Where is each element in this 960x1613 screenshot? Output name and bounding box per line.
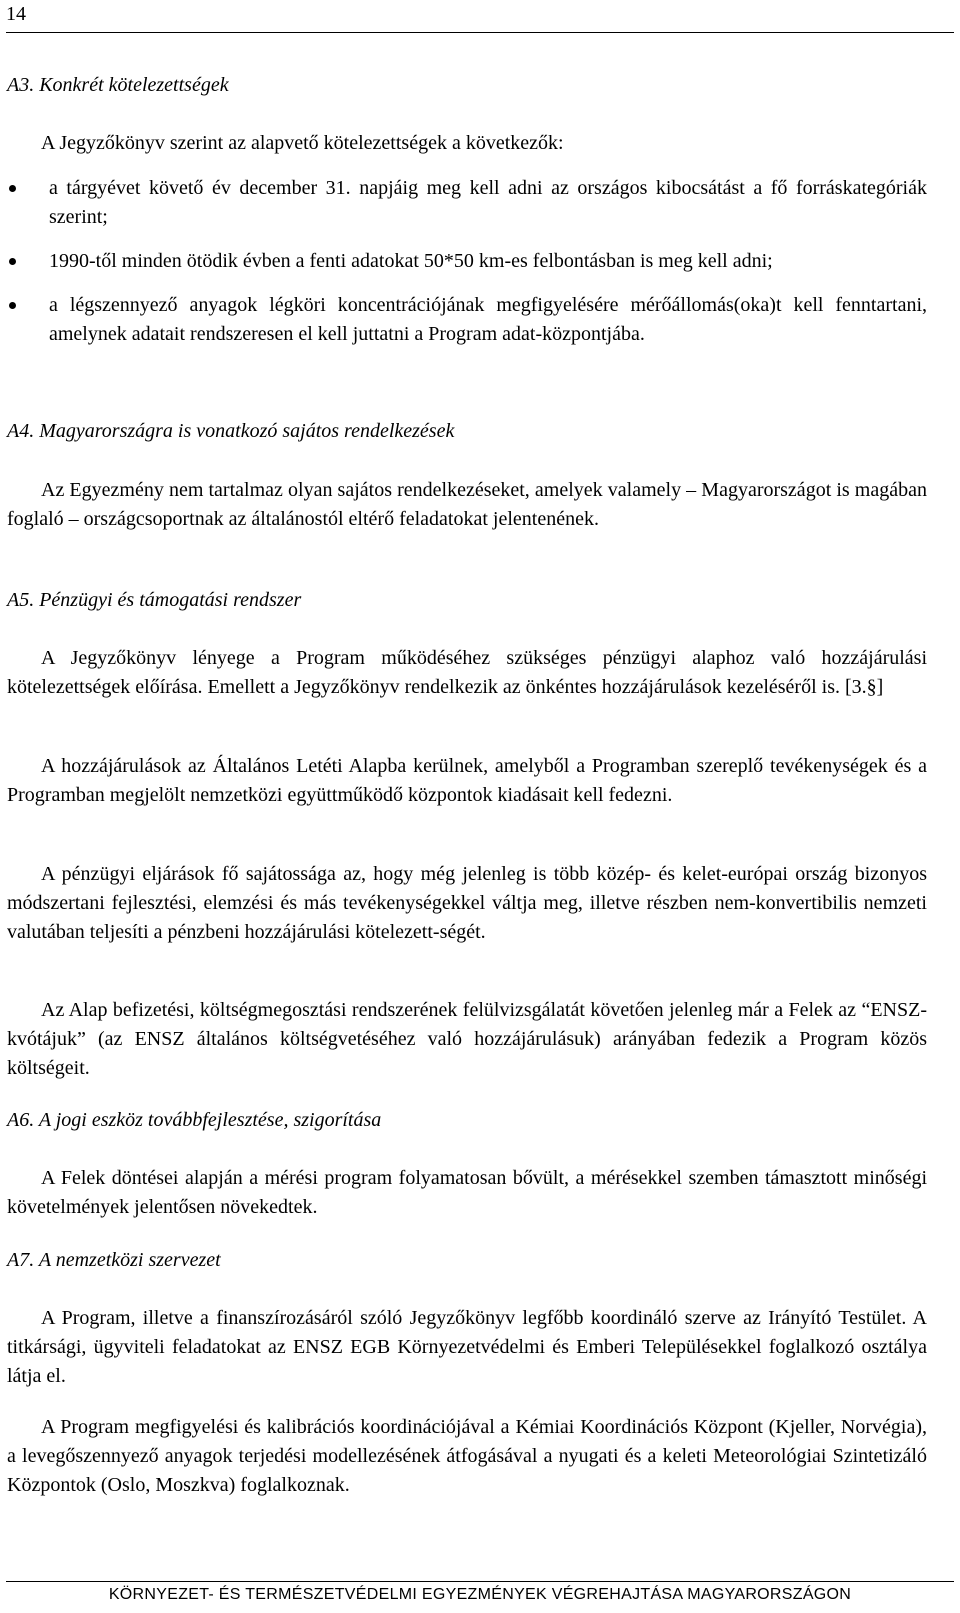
section-heading-a5: A5. Pénzügyi és támogatási rendszer (7, 589, 302, 611)
a5-paragraph-3: A pénzügyi eljárások fő sajátossága az, hogy még jelenleg is több közép- és kelet-európai ország bizonyos módszertani fejlesztési, elemzési és más tevékenységekkel váltja meg, illetve részben nem-konvertibilis nemzeti valutában teljesíti a pénzbeni hozzájárulási kötelezett-ségét. (7, 863, 927, 943)
bullet-icon (9, 258, 16, 265)
list-item (7, 174, 927, 232)
header-rule (6, 32, 954, 33)
section-heading-a3: A3. Konkrét kötelezettségek (7, 74, 229, 96)
list-item (7, 247, 927, 276)
a5-paragraph-4: Az Alap befizetési, költségmegosztási rendszerének felülvizsgálatát követően jelenleg már a Felek az “ENSZ-kvótájuk” (az ENSZ általános költségvetéséhez való hozzájárulásuk) arányában fedezik a Program közös költségeit. (7, 999, 927, 1079)
a4-paragraph: Az Egyezmény nem tartalmaz olyan sajátos rendelkezéseket, amelyek valamely – Magyarországot is magában foglaló – országcsoportnak az általánostól eltérő feladatokat jelentenének. (7, 479, 927, 530)
page-footer: KÖRNYEZET- ÉS TERMÉSZETVÉDELMI EGYEZMÉNYEK VÉGREHAJTÁSA MAGYARORSZÁGON (108, 1586, 852, 1603)
bullet-icon (9, 185, 16, 192)
footer-rule (6, 1581, 954, 1582)
list-item-text: a tárgyévet követő év december 31. napjáig meg kell adni az országos kibocsátást a fő forráskategóriák szerint; (49, 177, 927, 228)
section-heading-a6: A6. A jogi eszköz továbbfejlesztése, szigorítása (7, 1109, 382, 1131)
a3-obligation-list (7, 174, 927, 349)
list-item-text: a légszennyező anyagok légköri koncentrációjának megfigyelésére mérőállomás(oka)t kell fenntartani, amelynek adatait rendszeresen el kell juttatni a Program adat-központjába. (49, 294, 927, 345)
list-item (7, 291, 927, 349)
a6-paragraph: A Felek döntései alapján a mérési program folyamatosan bővült, a mérésekkel szemben támasztott minőségi követelmények jelentősen növekedtek. (7, 1167, 927, 1218)
bullet-icon (9, 302, 16, 309)
a5-paragraph-2: A hozzájárulások az Általános Letéti Alapba kerülnek, amelyből a Programban szereplő tevékenységek és a Programban megjelölt nemzetközi együttműködő központok kiadásait kell fedezni. (7, 755, 927, 806)
section-heading-a4: A4. Magyarországra is vonatkozó sajátos rendelkezések (7, 420, 455, 442)
section-heading-a7: A7. A nemzetközi szervezet (7, 1249, 221, 1271)
list-item-text: 1990-től minden ötödik évben a fenti adatokat 50*50 km-es felbontásban is meg kell adni; (49, 250, 773, 272)
page-number: 14 (6, 3, 26, 25)
a3-intro-paragraph: A Jegyzőkönyv szerint az alapvető kötelezettségek a következők: (41, 132, 564, 154)
a7-paragraph-1: A Program, illetve a finanszírozásáról szóló Jegyzőkönyv legfőbb koordináló szerve az Irányító Testület. A titkársági, ügyviteli feladatokat az ENSZ EGB Környezetvédelmi és Emberi Településekkel foglalkozó osztálya látja el. (7, 1307, 927, 1387)
a5-paragraph-1: A Jegyzőkönyv lényege a Program működéséhez szükséges pénzügyi alaphoz való hozzájárulási kötelezettségek előírása. Emellett a Jegyzőkönyv rendelkezik az önkéntes hozzájárulások kezeléséről is. [3.§] (7, 647, 927, 698)
a7-paragraph-2: A Program megfigyelési és kalibrációs koordinációjával a Kémiai Koordinációs Központ (Kjeller, Norvégia), a levegőszennyező anyagok terjedési modellezésének átfogásával a nyugati és a keleti Meteorológiai Szintetizáló Központok (Oslo, Moszkva) foglalkoznak. (7, 1416, 927, 1496)
